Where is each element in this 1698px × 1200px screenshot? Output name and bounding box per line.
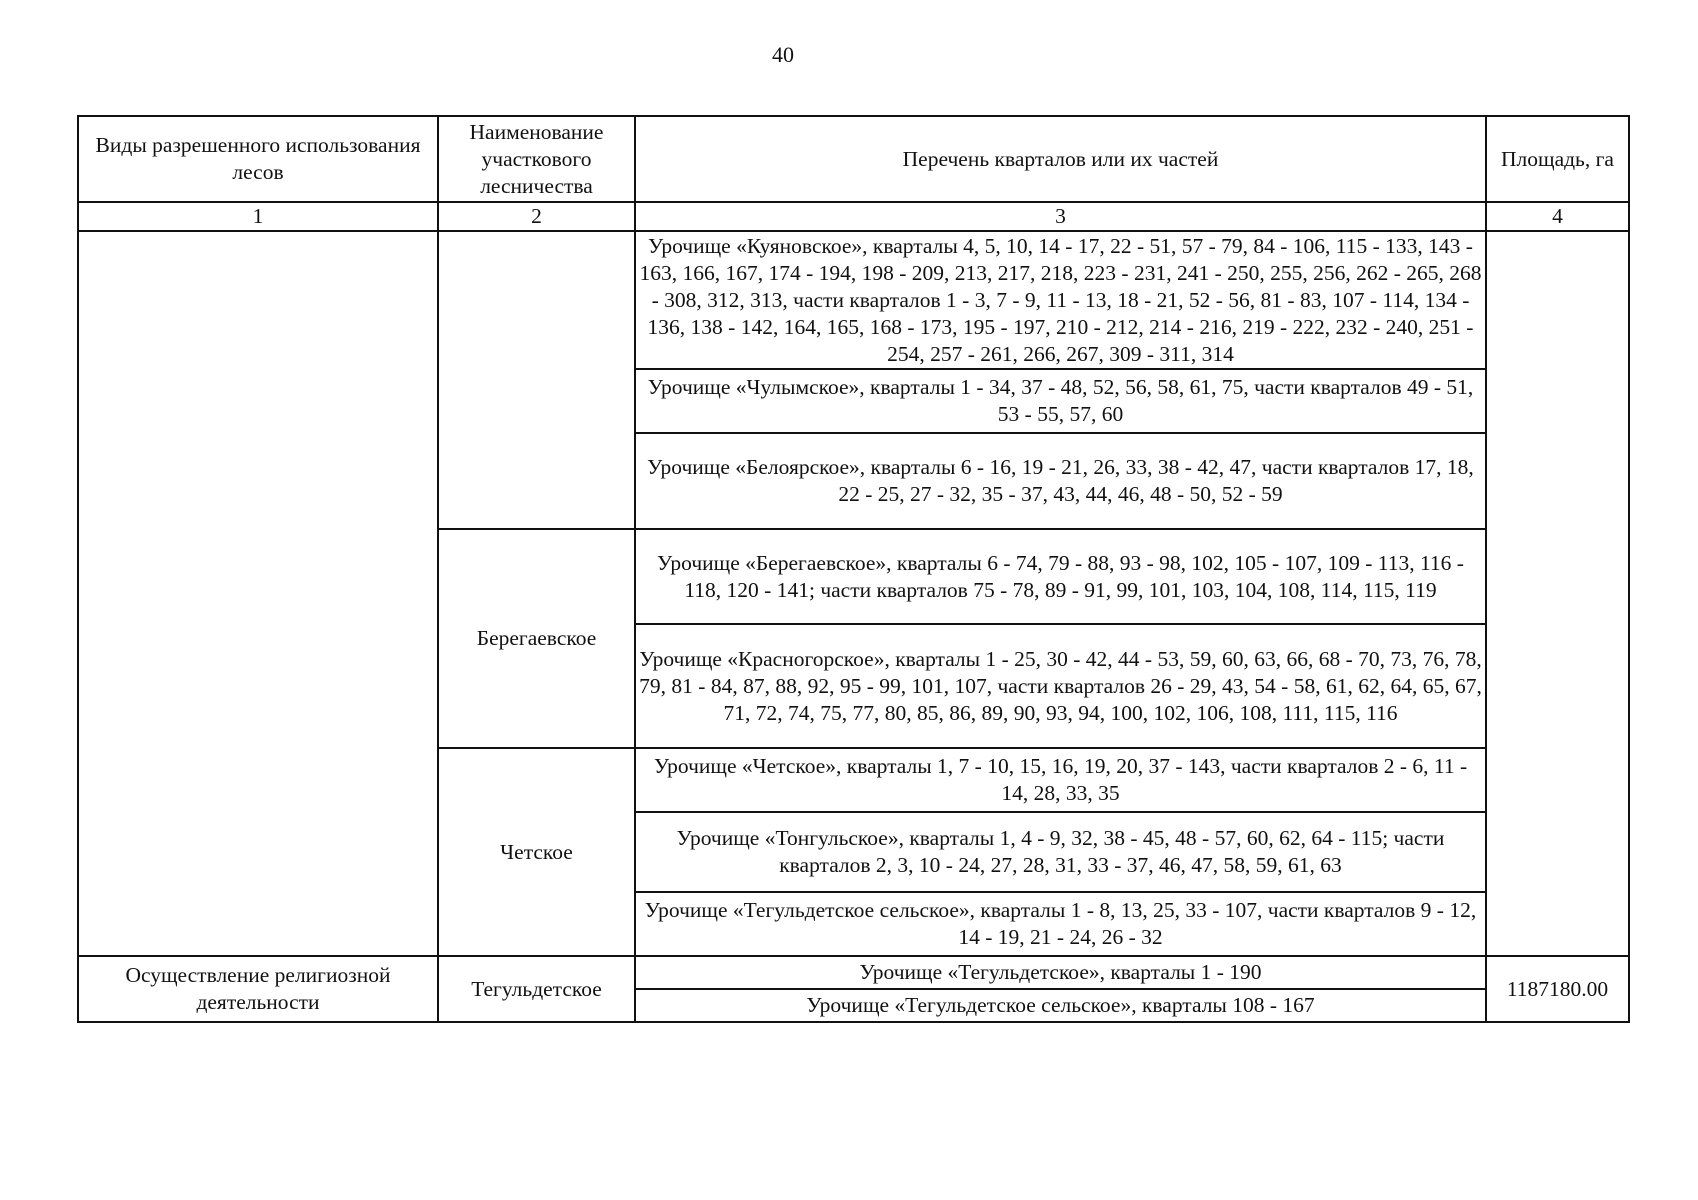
tract-chetskoe: Урочище «Четское», кварталы 1, 7 - 10, 15, 16, 19, 20, 37 - 143, части кварталов 2 - 6, 11 - 14, 28, 33, 35 [635,748,1486,812]
header-area: Площадь, га [1486,116,1629,202]
area-religious: 1187180.00 [1486,956,1629,1022]
tract-beregaevskoe: Урочище «Берегаевское», кварталы 6 - 74, 79 - 88, 93 - 98, 102, 105 - 107, 109 - 113, 116 - 118, 120 - 141; части кварталов 75 - 78, 89 - 91, 99, 101, 103, 104, 108, 114, 115, 119 [635,529,1486,624]
tract-krasnogorskoe: Урочище «Красногорское», кварталы 1 - 25, 30 - 42, 44 - 53, 59, 60, 63, 66, 68 - 70, 73, 76, 78, 79, 81 - 84, 87, 88, 92, 95 - 99, 101, 107, части кварталов 26 - 29, 43, 54 - 58, 61, 62, 64, 65, 67, 71, 72, 74, 75, 77, 80, 85, 86, 89, 90, 93, 94, 100, 102, 106, 108, 111, 115, 116 [635,624,1486,748]
column-number: 3 [635,202,1486,231]
table-row [78,231,1629,369]
district-beregaevskoe: Берегаевское [438,529,635,748]
column-number: 2 [438,202,635,231]
usage-type-religious: Осуществление религиозной деятельности [78,956,438,1022]
column-number-row [78,202,1629,231]
tract-tegultetskoe-selskoe: Урочище «Тегульдетское сельское», кварталы 1 - 8, 13, 25, 33 - 107, части кварталов 9 - 12, 14 - 19, 21 - 24, 26 - 32 [635,892,1486,956]
header-row [78,116,1629,202]
tract-tegultetskoe-selskoe-2: Урочище «Тегульдетское сельское», кварталы 108 - 167 [635,989,1486,1022]
header-quarters-list: Перечень кварталов или их частей [635,116,1486,202]
area-cell-empty [1486,231,1629,956]
tract-tegultetskoe: Урочище «Тегульдетское», кварталы 1 - 190 [635,956,1486,989]
district-tegultetskoe: Тегульдетское [438,956,635,1022]
tract-chulymskoe: Урочище «Чулымское», кварталы 1 - 34, 37 - 48, 52, 56, 58, 61, 75, части кварталов 49 - 51, 53 - 55, 57, 60 [635,369,1486,433]
tract-tongulskoe: Урочище «Тонгульское», кварталы 1, 4 - 9, 32, 38 - 45, 48 - 57, 60, 62, 64 - 115; части кварталов 2, 3, 10 - 24, 27, 28, 31, 33 - 37, 46, 47, 58, 59, 61, 63 [635,812,1486,892]
tract-kuyanovskoe: Урочище «Куяновское», кварталы 4, 5, 10, 14 - 17, 22 - 51, 57 - 79, 84 - 106, 115 - 133, 143 - 163, 166, 167, 174 - 194, 198 - 209, 213, 217, 218, 223 - 231, 241 - 250, 255, 256, 262 - 265, 268 - 308, 312, 313, части кварталов 1 - 3, 7 - 9, 11 - 13, 18 - 21, 52 - 56, 81 - 83, 107 - 114, 134 - 136, 138 - 142, 164, 165, 168 - 173, 195 - 197, 210 - 212, 214 - 216, 219 - 222, 232 - 240, 251 - 254, 257 - 261, 266, 267, 309 - 311, 314 [635,231,1486,369]
page-number: 40 [772,42,794,67]
forest-quarters-table [77,115,1630,1023]
district-cell-empty [438,231,635,529]
header-district-name: Наименование участкового лесничества [438,116,635,202]
column-number: 4 [1486,202,1629,231]
column-number: 1 [78,202,438,231]
table-row [78,956,1629,989]
header-usage-type: Виды разрешенного использования лесов [78,116,438,202]
district-chetskoe: Четское [438,748,635,956]
tract-beloyarskoe: Урочище «Белоярское», кварталы 6 - 16, 19 - 21, 26, 33, 38 - 42, 47, части кварталов 17, 18, 22 - 25, 27 - 32, 35 - 37, 43, 44, 46, 48 - 50, 52 - 59 [635,433,1486,529]
usage-type-cell-empty [78,231,438,956]
